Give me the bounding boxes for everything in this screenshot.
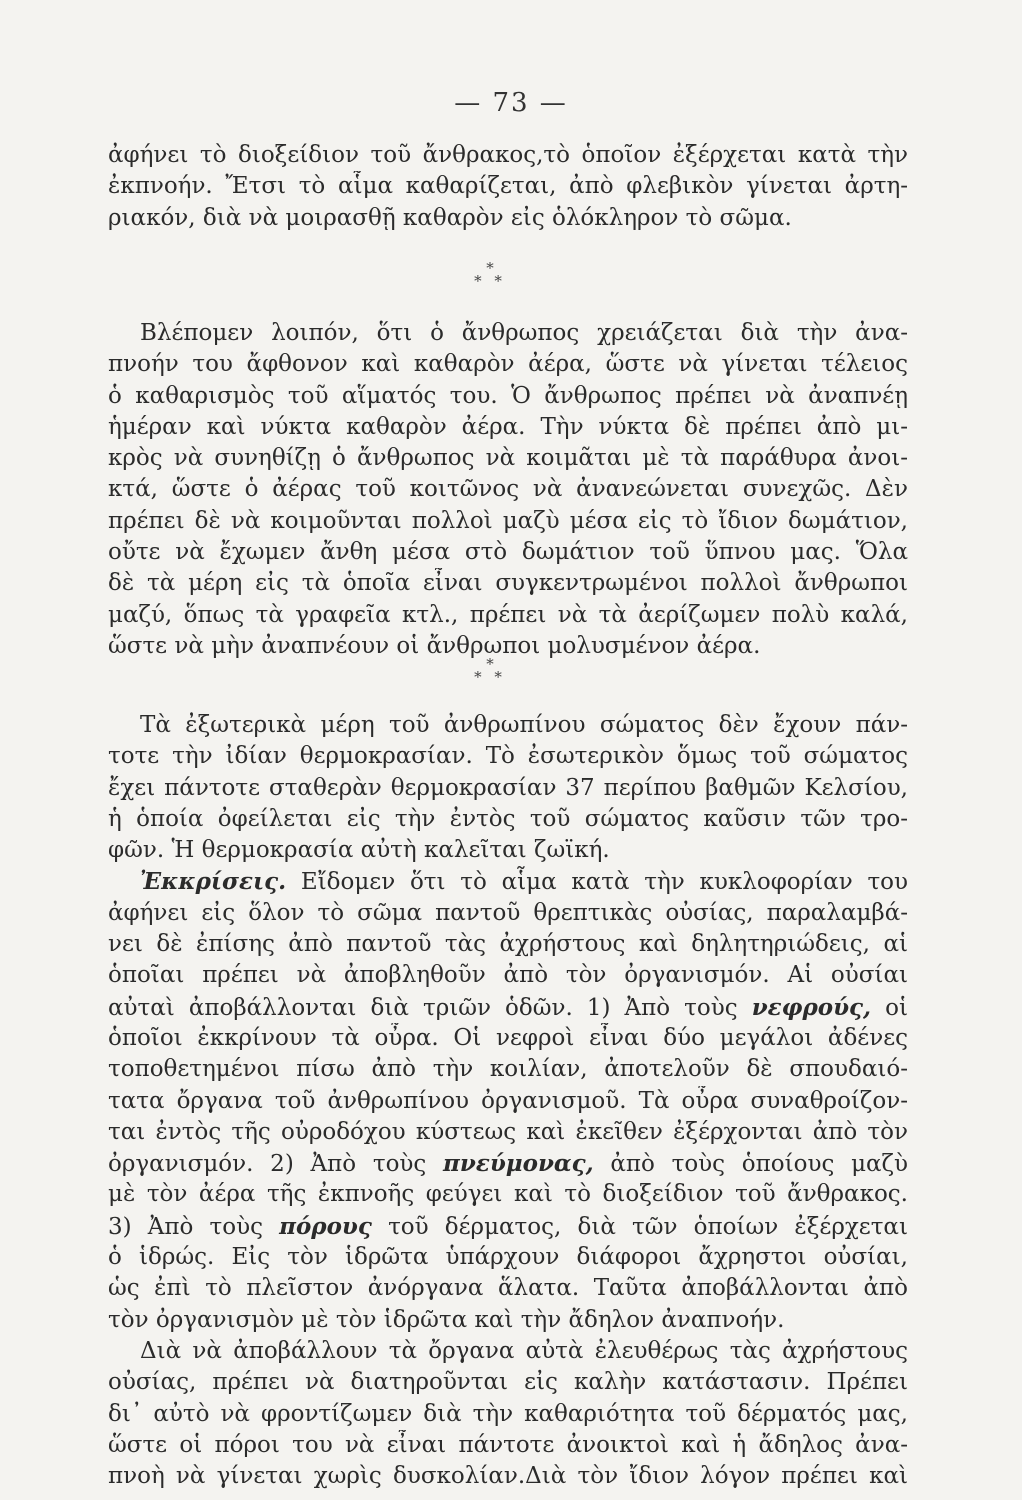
- asterism-top: *: [486, 655, 494, 673]
- text-line: ὡς ἐπὶ τὸ πλεῖστον ἀνόργανα ἅλατα. Ταῦτα ἀποβάλλονται ἀπὸ: [108, 1275, 908, 1302]
- text-line: ται ἐντὸς τῆς οὐροδόχου κύστεως καὶ ἐκεῖθεν ἐξέρχονται ἀπὸ τὸν: [108, 1118, 908, 1145]
- text-line: ριακόν, διὰ νὰ μοιρασθῇ καθαρὸν εἰς ὁλόκληρον τὸ σῶμα.: [108, 204, 792, 231]
- line-segment: ἀπὸ τοὺς ὁποίους μαζὺ: [593, 1151, 908, 1178]
- text-line: οὔτε νὰ ἔχωμεν ἄνθη μέσα στὸ δωμάτιον τοῦ ὕπνου μας. Ὅλα: [108, 539, 908, 566]
- section-asterism: [470, 259, 510, 290]
- text-line: μαζύ, ὅπως τὰ γραφεῖα κτλ., πρέπει νὰ τὰ ἀερίζωμεν πολὺ καλά,: [108, 601, 908, 628]
- text-line: κρὸς νὰ συνηθίζῃ ὁ ἄνθρωπος νὰ κοιμᾶται μὲ τὰ παράθυρα ἀνοι-: [108, 445, 908, 472]
- text-line: πνοήν του ἄφθονον καὶ καθαρὸν ἀέρα, ὥστε νὰ γίνεται τέλειος: [108, 351, 908, 378]
- text-line: μὲ τὸν ἀέρα τῆς ἐκπνοῆς φεύγει καὶ τὸ διοξείδιον τοῦ ἄνθρακος.: [108, 1181, 908, 1208]
- text-line: νει δὲ ἐπίσης ἀπὸ παντοῦ τὰς ἀχρήστους καὶ δηλητηριώδεις, αἱ: [108, 931, 908, 958]
- line-segment: αὐταὶ ἀποβάλλονται διὰ τριῶν ὁδῶν. 1) Ἀπὸ τοὺς: [108, 994, 752, 1021]
- text-line: ἡ ὁποία ὀφείλεται εἰς τὴν ἐντὸς τοῦ σώματος καῦσιν τῶν τρο-: [108, 805, 908, 832]
- text-line: ὥστε οἱ πόροι του νὰ εἶναι πάντοτε ἀνοικτοὶ καὶ ἡ ἄδηλος ἀνα-: [108, 1431, 908, 1458]
- text-line: ἐκπνοήν. Ἔτσι τὸ αἷμα καθαρίζεται, ἀπὸ φλεβικὸν γίνεται ἀρτη-: [108, 173, 908, 200]
- text-line: ὁ ἱδρώς. Εἰς τὸν ἱδρῶτα ὑπάρχουν διάφοροι ἄχρηστοι οὐσίαι,: [108, 1244, 908, 1271]
- text-line: κτά, ὥστε ὁ ἀέρας τοῦ κοιτῶνος νὰ ἀνανεώνεται συνεχῶς. Δὲν: [108, 476, 908, 503]
- heading-term-secretions: Ἐκκρίσεις.: [140, 868, 287, 896]
- text-line: δὲ τὰ μέρη εἰς τὰ ὁποῖα εἶναι συγκεντρωμένοι πολλοὶ ἄνθρωποι: [108, 570, 908, 597]
- line-segment: τοῦ δέρματος, διὰ τῶν ὁποίων ἐξέρχεται: [371, 1213, 908, 1240]
- text-line: ὁποῖοι ἐκκρίνουν τὰ οὖρα. Οἱ νεφροὶ εἶναι δύο μεγάλοι ἀδένες: [108, 1024, 908, 1051]
- page-number: — 73 —: [454, 88, 568, 118]
- text-line: ὁ καθαρισμὸς τοῦ αἵματός του. Ὁ ἄνθρωπος πρέπει νὰ ἀναπνέῃ: [108, 382, 908, 409]
- text-line: ἀφήνει εἰς ὅλον τὸ σῶμα παντοῦ θρεπτικὰς οὐσίας, παραλαμβά-: [108, 899, 908, 926]
- text-line: φῶν. Ἡ θερμοκρασία αὐτὴ καλεῖται ζωϊκή.: [108, 837, 610, 864]
- line-segment: 3) Ἀπὸ τοὺς: [108, 1213, 280, 1240]
- text-line: ἀφήνει τὸ διοξείδιον τοῦ ἄνθρακος,τὸ ὁποῖον ἐξέρχεται κατὰ τὴν: [108, 142, 908, 168]
- asterism-bottom: * *: [474, 272, 506, 290]
- text-line: ὁποῖαι πρέπει νὰ ἀποβληθοῦν ἀπὸ τὸν ὀργανισμόν. Αἱ οὐσίαι: [108, 962, 908, 989]
- term-pores: πόρους: [279, 1212, 372, 1240]
- text-line: ἡμέραν καὶ νύκτα καθαρὸν ἀέρα. Τὴν νύκτα δὲ πρέπει ἀπὸ μι-: [108, 413, 908, 440]
- line-segment: οἱ: [871, 994, 908, 1021]
- text-line: ἔχει πάντοτε σταθερὰν θερμοκρασίαν 37 περίπου βαθμῶν Κελσίου,: [108, 774, 908, 801]
- text-line-kidneys: [108, 992, 908, 1023]
- section-asterism: [470, 655, 510, 686]
- text-line: Τὰ ἐξωτερικὰ μέρη τοῦ ἀνθρωπίνου σώματος δὲν ἔχουν πάν-: [140, 712, 908, 738]
- term-lungs: πνεύμονας,: [443, 1150, 594, 1178]
- heading-rest: Εἴδομεν ὅτι τὸ αἷμα κατὰ τὴν κυκλοφορίαν του: [286, 869, 908, 896]
- paragraph-clean-air: [108, 318, 908, 662]
- paragraph-temperature-secretions: [108, 710, 908, 1492]
- text-line: τατα ὄργανα τοῦ ἀνθρωπίνου ὀργανισμοῦ. Τὰ οὖρα συναθροίζον-: [108, 1087, 908, 1114]
- text-line: τοτε τὴν ἰδίαν θερμοκρασίαν. Τὸ ἐσωτερικὸν ὅμως τοῦ σώματος: [108, 743, 908, 770]
- text-line: οὐσίας, πρέπει νὰ διατηροῦνται εἰς καλὴν κατάστασιν. Πρέπει: [108, 1369, 908, 1396]
- paragraph-blood-purification: [108, 140, 908, 234]
- text-line: Διὰ νὰ ἀποβάλλουν τὰ ὄργανα αὐτὰ ἐλευθέρως τὰς ἀχρήστους: [140, 1337, 908, 1364]
- text-line: πρέπει δὲ νὰ κοιμοῦνται πολλοὶ μαζὺ μέσα εἰς τὸ ἴδιον δωμάτιον,: [108, 507, 908, 534]
- text-line: τὸν ὀργανισμὸν μὲ τὸν ἱδρῶτα καὶ τὴν ἄδηλον ἀναπνοήν.: [108, 1306, 785, 1333]
- text-line-secretions-heading: [108, 866, 908, 897]
- asterism-bottom: * *: [474, 668, 506, 686]
- text-line: πνοὴ νὰ γίνεται χωρὶς δυσκολίαν.Διὰ τὸν ἴδιον λόγον πρέπει καὶ: [108, 1463, 908, 1490]
- text-line-pores: [108, 1211, 908, 1242]
- text-line: τοποθετημένοι πίσω ἀπὸ τὴν κοιλίαν, ἀποτελοῦν δὲ σπουδαιό-: [108, 1056, 908, 1083]
- text-line: ὥστε νὰ μὴν ἀναπνέουν οἱ ἄνθρωποι μολυσμένον ἀέρα.: [108, 632, 761, 659]
- asterism-top: *: [486, 259, 494, 277]
- term-kidneys: νεφρούς,: [751, 993, 872, 1021]
- line-segment: ὀργανισμόν. 2) Ἀπὸ τοὺς: [108, 1151, 444, 1178]
- text-line-lungs: [108, 1148, 908, 1179]
- text-line: Βλέπομεν λοιπόν, ὅτι ὁ ἄνθρωπος χρειάζεται διὰ τὴν ἀνα-: [140, 320, 908, 346]
- text-line: δι᾽ αὐτὸ νὰ φροντίζωμεν διὰ τὴν καθαριότητα τοῦ δέρματός μας,: [108, 1400, 908, 1427]
